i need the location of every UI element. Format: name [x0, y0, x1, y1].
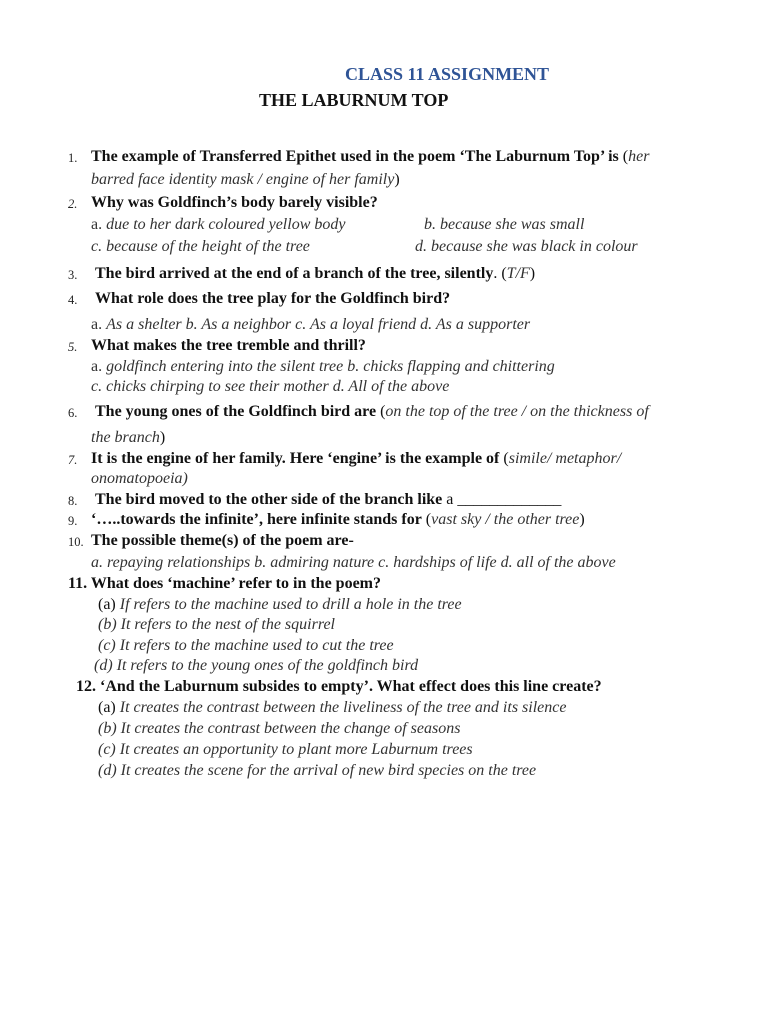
q2-option-d: [415, 237, 638, 257]
q10-options: [91, 553, 616, 573]
q2-a-prefix: a.: [91, 216, 107, 233]
q8-question: The bird moved to the other side of the branch like: [95, 491, 443, 508]
q3-question: The bird arrived at the end of a branch of the tree, silently: [95, 265, 494, 282]
q4-options: [91, 315, 530, 335]
q4-question-text: What role does the tree play for the Goldfinch bird?: [95, 290, 451, 307]
q12-question: [76, 677, 602, 697]
q11-d-text: (d) It refers to the young ones of the goldfinch bird: [94, 657, 419, 674]
q5-question: [91, 336, 366, 356]
q2-b-text: b. because she was small: [424, 216, 585, 233]
q9-question: ‘…..towards the infinite’, here infinite stands for: [91, 511, 422, 528]
q11-option-c: [98, 636, 394, 656]
q6-number: 6.: [68, 406, 78, 420]
q9-open: (: [421, 511, 432, 528]
q7-open: (: [499, 450, 509, 467]
q12-b-text: (b) It creates the contrast between the change of seasons: [98, 720, 461, 737]
q12-d-text: (d) It creates the scene for the arrival of new bird species on the tree: [98, 762, 537, 779]
q1-line2: [91, 170, 400, 190]
q2-d-text: d. because she was black in colour: [415, 238, 638, 255]
q5-line2-text: c. chicks chirping to see their mother d. All of the above: [91, 378, 450, 395]
q2-c-text: c. because of the height of the tree: [91, 238, 310, 255]
q11-option-a: [98, 595, 462, 615]
q10-question: [91, 531, 354, 551]
q7-options: simile/ metaphor/: [508, 450, 622, 467]
q12-option-a: [98, 698, 566, 718]
q7-number: 7.: [68, 453, 78, 467]
q5-a-prefix: a.: [91, 358, 107, 375]
q8-number: 8.: [68, 494, 78, 508]
q6-question: The young ones of the Goldfinch bird are: [95, 403, 377, 420]
q4-a-prefix: a.: [91, 316, 107, 333]
q9-number: 9.: [68, 514, 78, 528]
q2-question: [91, 193, 378, 213]
poem-title: THE LABURNUM TOP: [259, 90, 449, 110]
q7-options-cont: onomatopoeia): [91, 470, 188, 487]
q10-question-text: The possible theme(s) of the poem are-: [91, 532, 354, 549]
q11-a-text: If refers to the machine used to drill a hole in the tree: [119, 596, 462, 613]
q12-c-text: (c) It creates an opportunity to plant more Laburnum trees: [98, 741, 473, 758]
q11-option-d: [94, 656, 418, 676]
q1-close: ): [394, 171, 400, 188]
q3-tail-post: ): [529, 265, 536, 282]
q7-line1: [91, 449, 621, 469]
q12-question-text: 12. ‘And the Laburnum subsides to empty’. What effect does this line create?: [76, 678, 602, 695]
q5-options-line1: [91, 357, 555, 377]
assignment-title: CLASS 11 ASSIGNMENT: [345, 64, 550, 84]
q2-question-text: Why was Goldfinch’s body barely visible?: [91, 194, 378, 211]
q7-line2: [91, 469, 188, 489]
q1-line1: [91, 147, 649, 167]
q3-answer-format: T/F: [506, 265, 530, 282]
q3-tail-pre: . (: [493, 265, 507, 282]
q8-blank: a _____________: [442, 491, 562, 508]
q6-line2: [91, 428, 165, 448]
q11-option-b: [98, 615, 335, 635]
q1-open: (: [618, 148, 629, 165]
q5-question-text: What makes the tree tremble and thrill?: [91, 337, 366, 354]
q12-a-prefix: (a): [98, 699, 120, 716]
q1-number: 1.: [68, 151, 78, 165]
q6-close: ): [159, 429, 166, 446]
q4-options-text: As a shelter b. As a neighbor c. As a loyal friend d. As a supporter: [106, 316, 531, 333]
q8-line: [95, 490, 561, 510]
q11-a-prefix: (a): [98, 596, 120, 613]
q5-options-line2: [91, 377, 449, 397]
q10-options-text: a. repaying relationships b. admiring nature c. hardships of life d. all of the above: [91, 554, 616, 571]
q2-option-c: [91, 237, 310, 257]
q11-question-text: 11. What does ‘machine’ refer to in the poem?: [68, 575, 382, 592]
q9-line: [91, 510, 585, 530]
q1-option-start: her: [628, 148, 650, 165]
q6-line1: [95, 402, 649, 422]
q9-options: vast sky / the other tree: [431, 511, 580, 528]
q2-number: 2.: [68, 197, 78, 211]
q12-a-text: It creates the contrast between the liveliness of the tree and its silence: [119, 699, 567, 716]
q7-question: It is the engine of her family. Here ‘engine’ is the example of: [91, 450, 500, 467]
q11-b-text: (b) It refers to the nest of the squirrel: [98, 616, 335, 633]
q2-option-b: [424, 215, 584, 235]
q12-option-b: [98, 719, 460, 739]
q2-option-a: [91, 215, 345, 235]
q11-c-text: (c) It refers to the machine used to cut the tree: [98, 637, 394, 654]
q3-number: 3.: [68, 268, 78, 282]
q4-question: [95, 289, 450, 309]
q6-options-cont: the branch: [91, 429, 160, 446]
q6-options: on the top of the tree / on the thickness of: [385, 403, 649, 420]
q5-line1-text: goldfinch entering into the silent tree b. chicks flapping and chittering: [106, 358, 555, 375]
q5-number: 5.: [68, 340, 78, 354]
q1-options: barred face identity mask / engine of her family: [91, 171, 395, 188]
q11-question: [68, 574, 381, 594]
q12-option-d: [98, 761, 536, 781]
q4-number: 4.: [68, 293, 78, 307]
q3-line: [95, 264, 535, 284]
q9-close: ): [579, 511, 585, 528]
q1-question: The example of Transferred Epithet used in the poem ‘The Laburnum Top’ is: [91, 148, 619, 165]
q6-open: (: [376, 403, 386, 420]
q10-number: 10.: [68, 535, 84, 549]
q2-a-text: due to her dark coloured yellow body: [106, 216, 346, 233]
q12-option-c: [98, 740, 473, 760]
